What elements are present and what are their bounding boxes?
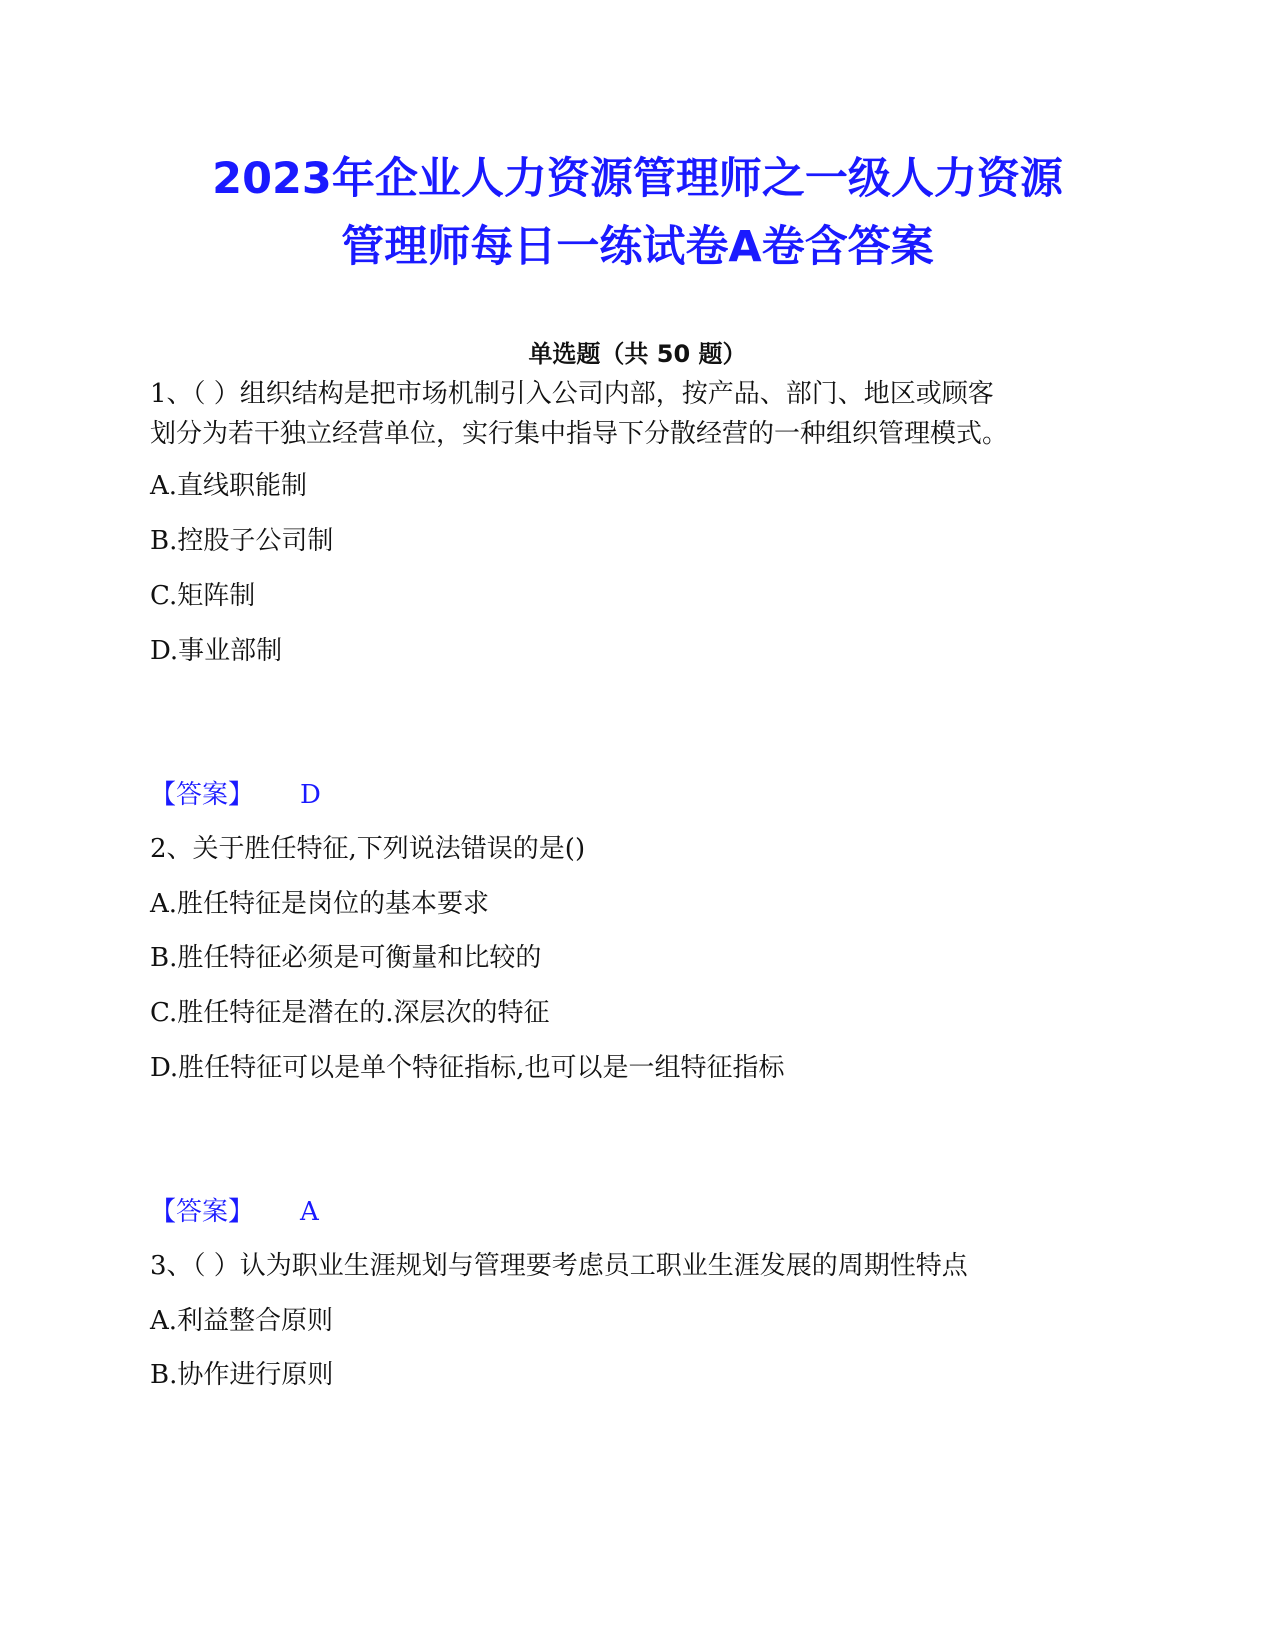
question-1-stem-line-1: 1、（ ）组织结构是把市场机制引入公司内部，按产品、部门、地区或顾客 [150, 379, 994, 409]
question-1-option-d: D.事业部制 [150, 636, 283, 666]
question-1-option-c: C.矩阵制 [150, 581, 256, 611]
question-2-option-c: C.胜任特征是潜在的.深层次的特征 [150, 998, 550, 1028]
page-title-line-2: 管理师每日一练试卷A卷含答案 [341, 222, 934, 272]
question-1-stem-line-2: 划分为若干独立经营单位，实行集中指导下分散经营的一种组织管理模式。 [150, 419, 1009, 449]
question-1-option-b: B.控股子公司制 [150, 526, 334, 556]
question-1-option-a: A.直线职能制 [150, 471, 308, 501]
section-heading: 单选题（共 50 题） [528, 340, 747, 368]
question-2-option-b: B.胜任特征必须是可衡量和比较的 [150, 943, 542, 973]
question-2-option-d: D.胜任特征可以是单个特征指标,也可以是一组特征指标 [150, 1053, 785, 1083]
page-title-line-1: 2023年企业人力资源管理师之一级人力资源 [212, 154, 1063, 204]
question-3-stem: 3、（ ）认为职业生涯规划与管理要考虑员工职业生涯发展的周期性特点 [150, 1251, 968, 1281]
answer-value: D [300, 780, 321, 810]
question-3-option-a: A.利益整合原则 [150, 1306, 334, 1336]
question-1-answer [150, 778, 321, 812]
answer-value: A [300, 1197, 319, 1227]
question-2-option-a: A.胜任特征是岗位的基本要求 [150, 889, 490, 919]
question-2-answer [150, 1195, 319, 1229]
answer-label: 【答案】 [150, 1197, 255, 1227]
page-title [0, 145, 1275, 281]
question-3-option-b: B.协作进行原则 [150, 1360, 334, 1390]
question-2-stem: 2、关于胜任特征,下列说法错误的是() [150, 834, 586, 864]
answer-label: 【答案】 [150, 780, 255, 810]
